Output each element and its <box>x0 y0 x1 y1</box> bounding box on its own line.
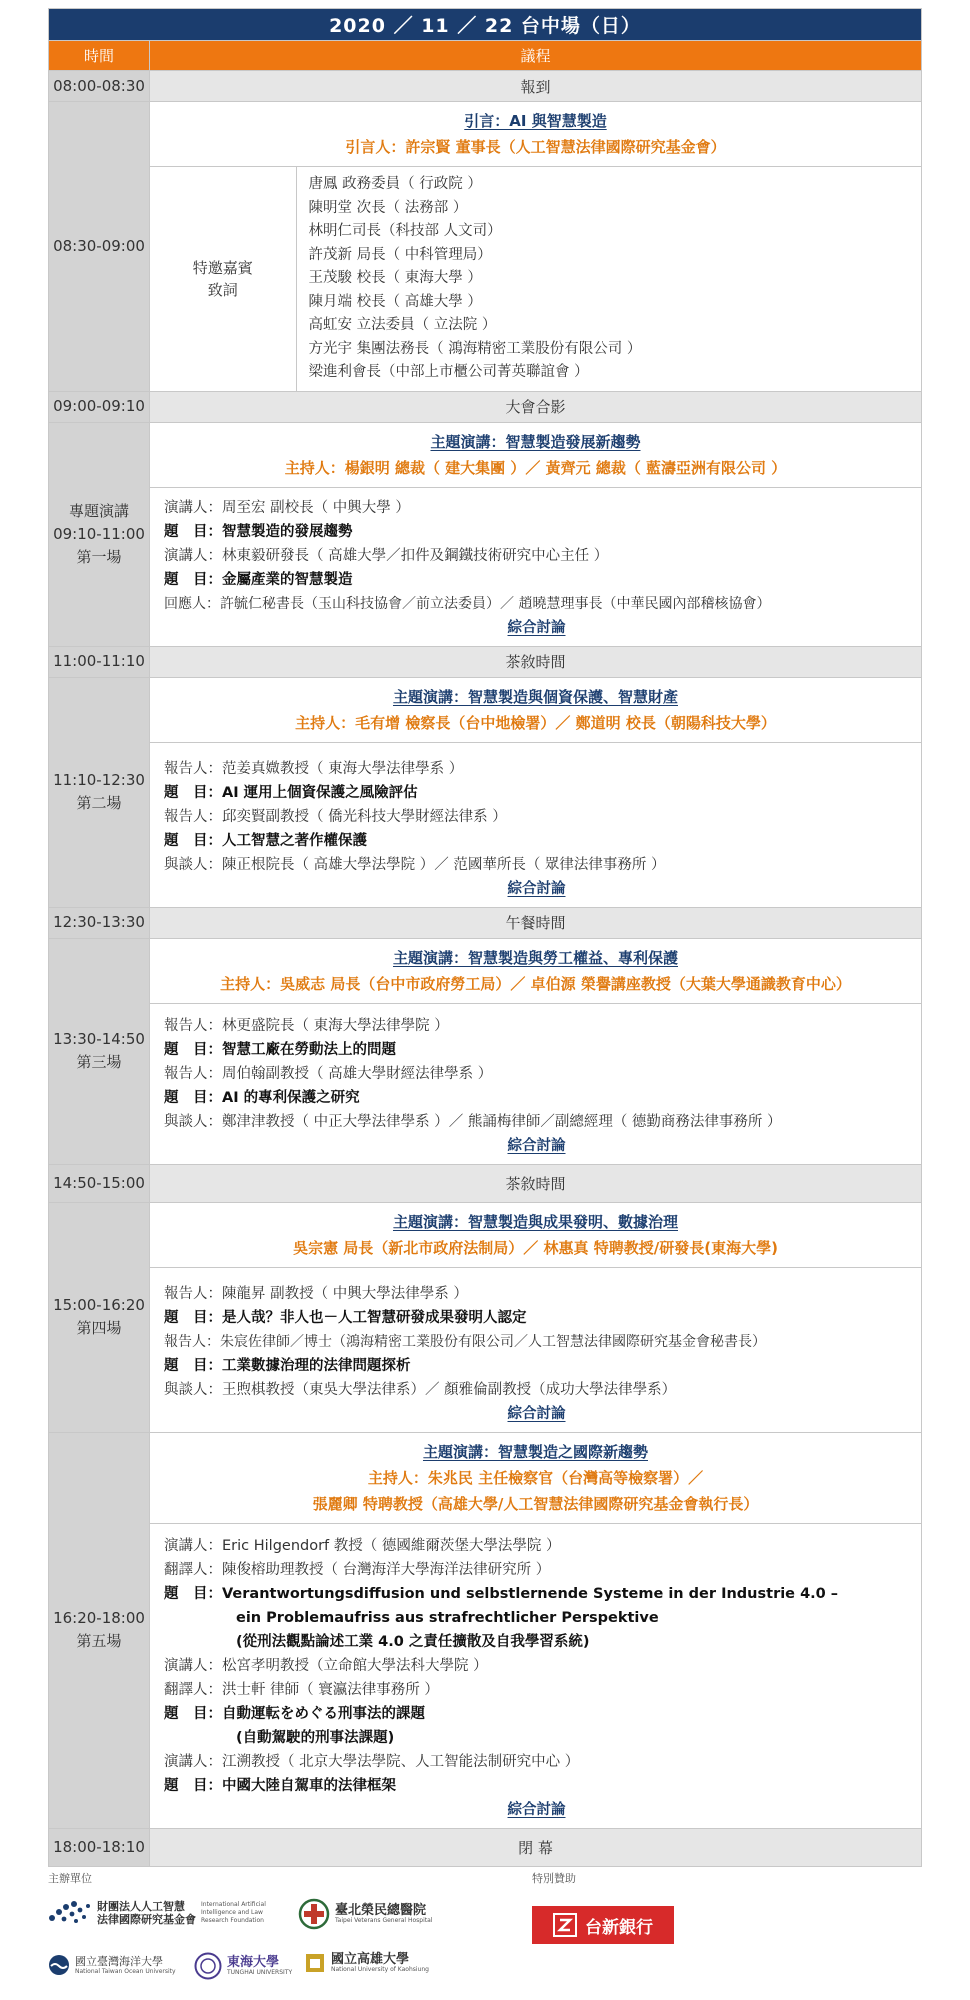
panelist-line: 與談人：王煦棋教授（東吳大學法律系）／ 顏雅倫副教授（成功大學法律學系） <box>164 1381 677 1398</box>
agenda-column-header: 議程 <box>150 41 922 71</box>
logo-english: International Artificial Intelligence and Law Research Foundation <box>201 1901 266 1924</box>
speaker-line: 演講人：林東毅研發長（ 高雄大學／扣件及鋼鐵技術研究中心主任 ） <box>164 547 609 564</box>
logo-name: 國立臺灣海洋大學 <box>75 1954 163 1968</box>
time-line: 第二場 <box>76 794 122 812</box>
emblem-icon <box>298 1898 330 1930</box>
registration-row <box>49 71 922 102</box>
speaker-line: 報告人：范姜真媺教授（ 東海大學法律學系 ） <box>164 760 464 777</box>
speaker-line: 報告人：林更盛院長（ 東海大學法律學院 ） <box>164 1017 449 1034</box>
guest-item: 林明仁司長（科技部 人文司） <box>308 223 502 239</box>
theme-host: 主持人：吳威志 局長（台中市政府勞工局）／ 卓伯源 榮譽講座教授（大葉大學通識教育中心） <box>220 974 851 993</box>
time-line: 第五場 <box>76 1632 122 1650</box>
discussion-label: 綜合討論 <box>507 880 566 897</box>
session-body <box>150 488 921 646</box>
logo-english: Taipei Veterans General Hospital <box>335 1916 433 1924</box>
theme-host: 引言人：許宗賢 董事長（人工智慧法律國際研究基金會） <box>345 138 726 156</box>
guest-item: 陳月端 校長（ 高雄大學 ） <box>308 293 482 310</box>
session-theme <box>150 1203 921 1268</box>
discussion-label: 綜合討論 <box>507 1405 566 1422</box>
sponsor-label: 特別贊助 <box>532 1872 576 1885</box>
building-icon <box>304 1952 326 1974</box>
guest-label <box>150 167 296 391</box>
session-theme <box>150 1433 921 1524</box>
speaker-line: 演講人：江溯教授（ 北京大學法學院、人工智能法制研究中心 ） <box>164 1753 580 1770</box>
break-label: 午餐時間 <box>150 907 922 938</box>
theme-host: 主持人：朱兆民 主任檢察官（台灣高等檢察署）／ <box>367 1468 704 1487</box>
topic-line: 題 目：智慧製造的發展趨勢 <box>164 523 353 540</box>
session-1-row <box>49 422 922 646</box>
time-line: 11:10-12:30 <box>53 771 145 789</box>
footer <box>48 1870 922 1990</box>
time-cell <box>49 422 150 646</box>
guest-item: 陳明堂 次長（ 法務部 ） <box>308 199 468 216</box>
tea-break-row <box>49 646 922 677</box>
theme-title: 引言：AI 與智慧製造 <box>464 112 607 130</box>
logo-name: 東海大學 <box>227 1954 280 1970</box>
time-cell: 14:50-15:00 <box>49 1164 150 1202</box>
guest-label-line: 致詞 <box>207 280 238 299</box>
topic-line: 題 目：Verantwortungsdiffusion und selbstlernende Systeme in der Industrie 4.0 – <box>164 1585 839 1602</box>
time-line: 第一場 <box>76 547 122 566</box>
theme-title: 主題演講：智慧製造與個資保護、智慧財產 <box>392 687 678 706</box>
session-2-row <box>49 677 922 907</box>
session-body <box>150 1524 921 1828</box>
logo-ocean-university <box>48 1954 176 1976</box>
theme-title: 主題演講：智慧製造之國際新趨勢 <box>422 1442 648 1461</box>
time-cell <box>49 1432 150 1828</box>
speaker-line: 演講人：松宮孝明教授（立命館大學法科大學院 ） <box>164 1657 488 1674</box>
topic-line: 題 目：中國大陸自駕車的法律框架 <box>164 1777 396 1794</box>
session-body <box>150 1268 921 1432</box>
guest-item: 高虹安 立法委員（ 立法院 ） <box>308 317 497 333</box>
time-cell: 11:00-11:10 <box>49 646 150 677</box>
topic-line: 題 目：金屬產業的智慧製造 <box>164 571 353 588</box>
speaker-line: 報告人：邱奕賢副教授（ 僑光科技大學財經法律系 ） <box>164 808 507 825</box>
time-cell <box>49 1202 150 1432</box>
session-body <box>150 743 921 907</box>
logo-name: 國立高雄大學 <box>331 1951 410 1967</box>
logo-hospital <box>298 1898 432 1930</box>
logo-kaohsiung <box>304 1952 429 1974</box>
speaker-line: 報告人：陳龍昇 副教授（ 中興大學法律學系 ） <box>164 1285 468 1302</box>
break-label: 閉 幕 <box>150 1828 922 1866</box>
logo-foundation <box>48 1900 289 1926</box>
seal-icon <box>194 1952 222 1980</box>
speaker-line: 報告人：周伯翰副教授（ 高雄大學財經法律學系 ） <box>164 1065 493 1082</box>
discussion-label: 綜合討論 <box>507 1137 566 1154</box>
panelist-line: 與談人：陳正根院長（ 高雄大學法學院 ）／ 范國華所長（ 眾律法律事務所 ） <box>164 856 666 873</box>
session-4-row <box>49 1202 922 1432</box>
panelist-line: 與談人：鄭津津教授（ 中正大學法律學系 ）／ 熊誦梅律師／副總經理（ 德勤商務法律事務所 ） <box>164 1113 782 1130</box>
break-label: 茶敘時間 <box>150 1164 922 1202</box>
topic-line: 題 目：是人哉？非人也－人工智慧研發成果發明人認定 <box>164 1309 527 1326</box>
topic-line: 題 目：人工智慧之著作權保護 <box>164 832 367 849</box>
bank-name: 台新銀行 <box>585 1917 653 1938</box>
theme-host: 張麗卿 特聘教授（高雄大學/人工智慧法律國際研究基金會執行長） <box>312 1494 759 1513</box>
wave-icon <box>48 1954 70 1976</box>
logo-name: 法律國際研究基金會 <box>97 1913 196 1926</box>
translator-line: 翻譯人：洪士軒 律師（ 寰瀛法律事務所 ） <box>164 1681 439 1698</box>
logo-english: TUNGHAI UNIVERSITY <box>227 1968 293 1976</box>
break-label: 報到 <box>150 71 922 102</box>
guest-item: 許茂新 局長（ 中科管理局） <box>308 246 492 263</box>
time-column-header: 時間 <box>49 41 150 71</box>
sponsor-bank-logo <box>532 1906 674 1944</box>
topic-line: 題 目：自動運転をめぐる刑事法的課題 <box>164 1705 425 1722</box>
session-theme <box>150 939 921 1004</box>
topic-line: 題 目：智慧工廠在勞動法上的問題 <box>164 1041 396 1058</box>
topic-continuation: (從刑法觀點論述工業 4.0 之責任擴散及自我學習系統) <box>236 1633 590 1650</box>
time-line: 15:00-16:20 <box>53 1296 145 1314</box>
respondent-line: 回應人：許毓仁秘書長（玉山科技協會／前立法委員）／ 趙曉慧理事長（中華民國內部稽核協會） <box>164 595 771 612</box>
guest-label-line: 特邀嘉賓 <box>192 258 253 277</box>
photo-row <box>49 391 922 422</box>
time-cell: 08:00-08:30 <box>49 71 150 102</box>
time-line: 09:10-11:00 <box>53 524 145 543</box>
logo-english: National University of Kaohsiung <box>331 1965 429 1973</box>
topic-line: 題 目：工業數據治理的法律問題探析 <box>164 1357 411 1374</box>
session-3-row <box>49 938 922 1164</box>
time-cell: 09:00-09:10 <box>49 391 150 422</box>
dots-icon <box>48 1900 92 1926</box>
logo-english: National Taiwan Ocean University <box>75 1967 176 1975</box>
theme-title: 主題演講：智慧製造與成果發明、數據治理 <box>392 1212 678 1231</box>
guest-item: 梁進利會長（中部上市櫃公司菁英聯誼會 ） <box>308 364 589 380</box>
session-5-row <box>49 1432 922 1828</box>
break-label: 茶敘時間 <box>150 646 922 677</box>
theme-title: 主題演講：智慧製造與勞工權益、專利保護 <box>392 948 678 967</box>
bank-mark-icon <box>553 1913 577 1937</box>
topic-line: 題 目：AI 運用上個資保護之風險評估 <box>164 784 418 801</box>
session-theme <box>150 678 921 743</box>
page-title: 2020 ／ 11 ／ 22 台中場（日） <box>49 9 922 41</box>
time-cell <box>49 938 150 1164</box>
topic-line: 題 目：AI 的專利保護之研究 <box>164 1089 360 1106</box>
guest-item: 唐鳳 政務委員（ 行政院 ） <box>308 176 482 192</box>
translator-line: 翻譯人：陳俊榕助理教授（ 台灣海洋大學海洋法律研究所 ） <box>164 1561 551 1578</box>
organizer-label: 主辦單位 <box>48 1872 92 1885</box>
logo-name: 臺北榮民總醫院 <box>335 1902 427 1918</box>
time-line: 第四場 <box>76 1319 122 1337</box>
guest-item: 王茂駿 校長（ 東海大學 ） <box>308 270 482 286</box>
lunch-row <box>49 907 922 938</box>
speaker-line: 演講人：周至宏 副校長（ 中興大學 ） <box>164 499 410 516</box>
time-cell: 08:30-09:00 <box>49 102 150 392</box>
session-theme <box>150 423 921 488</box>
logo-tunghai <box>194 1952 292 1980</box>
discussion-label: 綜合討論 <box>507 619 566 636</box>
time-line: 第三場 <box>76 1053 122 1071</box>
speaker-line: 演講人：Eric Hilgendorf 教授（ 德國維爾茨堡大學法學院 ） <box>164 1537 561 1554</box>
guest-list <box>296 167 921 391</box>
theme-host: 主持人：毛有增 檢察長（台中地檢署）／ 鄭道明 校長（朝陽科技大學） <box>295 713 776 732</box>
time-cell <box>49 677 150 907</box>
theme-host: 吳宗憲 局長（新北市政府法制局）／ 林惠真 特聘教授/研發長(東海大學) <box>293 1238 778 1257</box>
time-cell: 18:00-18:10 <box>49 1828 150 1866</box>
logo-name: 財團法人人工智慧 <box>97 1900 185 1913</box>
guest-item: 方光宇 集團法務長（ 鴻海精密工業股份有限公司 ） <box>308 340 642 357</box>
session-body <box>150 1004 921 1164</box>
time-cell: 12:30-13:30 <box>49 907 150 938</box>
topic-continuation: ein Problemaufriss aus strafrechtlicher Perspektive <box>236 1609 659 1626</box>
agenda-table <box>48 8 922 1867</box>
theme-host: 主持人：楊銀明 總裁（ 建大集團 ）／ 黃齊元 總裁（ 藍濤亞洲有限公司 ） <box>284 458 787 477</box>
time-line: 專題演講 <box>68 501 129 520</box>
speaker-line: 報告人：朱宸佐律師／博士（鴻海精密工業股份有限公司／人工智慧法律國際研究基金會秘書長） <box>164 1333 766 1350</box>
opening-theme <box>150 102 921 167</box>
time-line: 16:20-18:00 <box>53 1609 145 1627</box>
theme-title: 主題演講：智慧製造發展新趨勢 <box>430 432 641 451</box>
break-label: 大會合影 <box>150 391 922 422</box>
discussion-label: 綜合討論 <box>507 1801 566 1818</box>
topic-continuation: (自動駕駛的刑事法課題) <box>236 1729 395 1746</box>
opening-row <box>49 102 922 392</box>
tea-break-row <box>49 1164 922 1202</box>
guest-table <box>150 167 921 391</box>
closing-row <box>49 1828 922 1866</box>
time-line: 13:30-14:50 <box>53 1030 145 1048</box>
